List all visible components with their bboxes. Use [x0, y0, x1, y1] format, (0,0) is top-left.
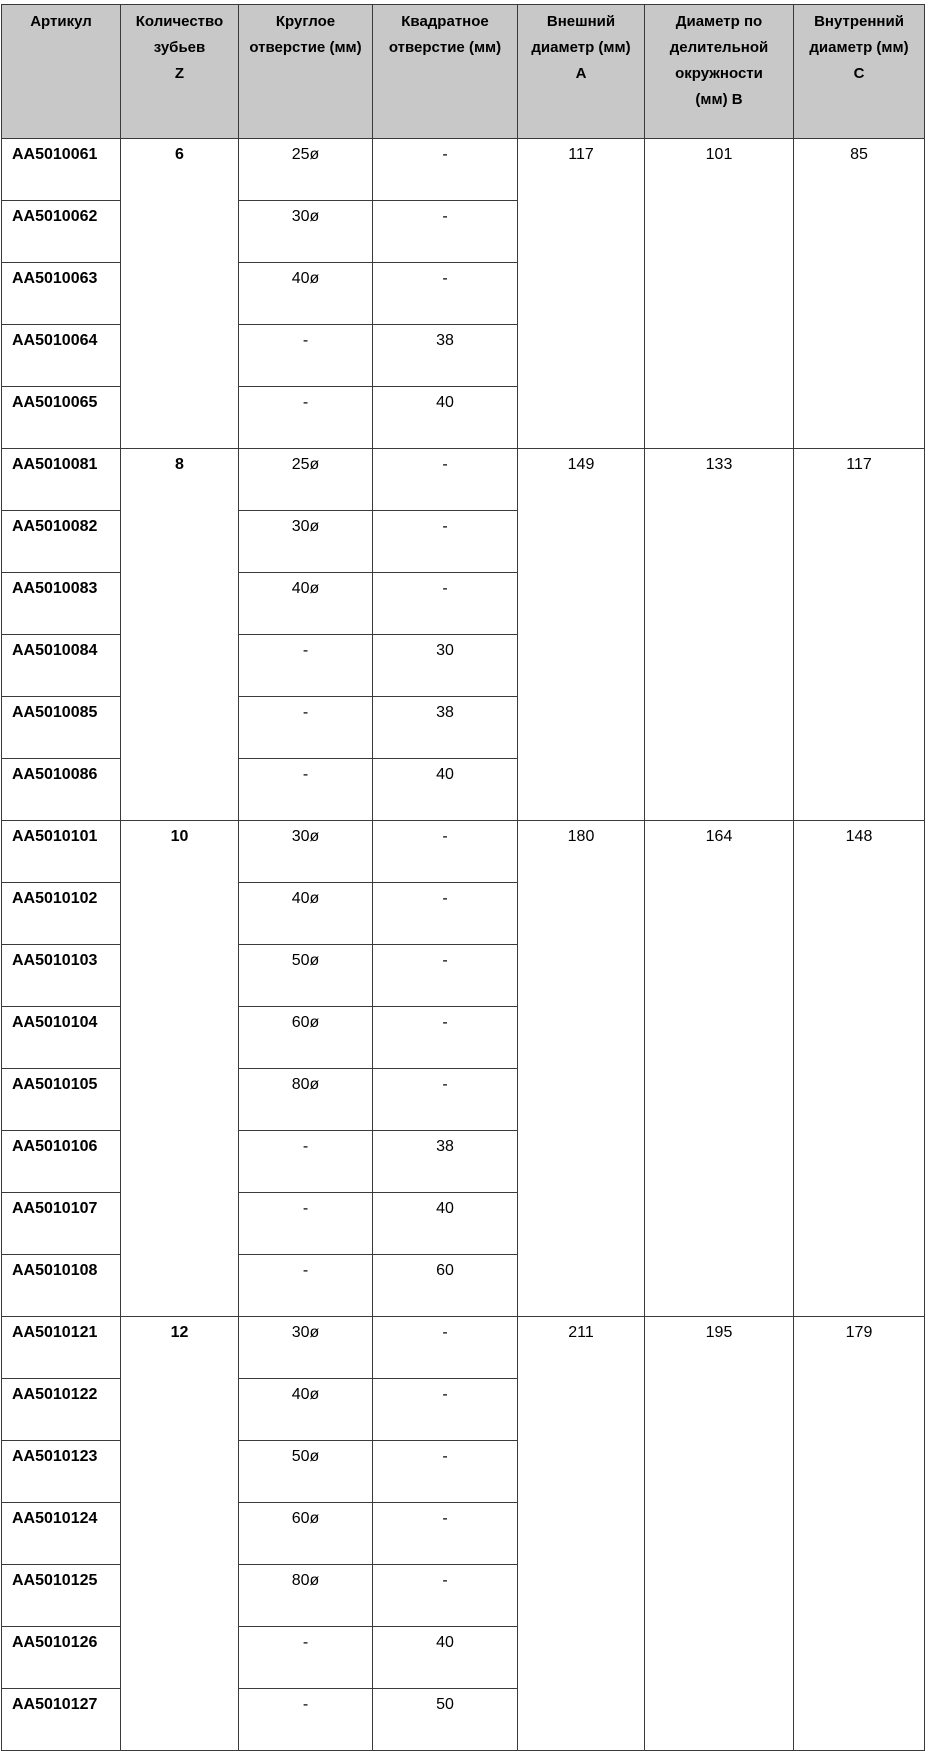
article-cell: AA5010121: [2, 1317, 121, 1379]
article-cell: AA5010101: [2, 821, 121, 883]
article-cell: AA5010105: [2, 1069, 121, 1131]
teeth-count-cell: 8: [121, 449, 239, 821]
round-bore-cell: 50ø: [239, 945, 373, 1007]
round-bore-cell: -: [239, 1627, 373, 1689]
sprocket-spec-table: [1, 4, 925, 1751]
square-bore-cell: 40: [373, 759, 518, 821]
article-cell: AA5010124: [2, 1503, 121, 1565]
round-bore-cell: -: [239, 325, 373, 387]
article-cell: AA5010063: [2, 263, 121, 325]
square-bore-cell: -: [373, 201, 518, 263]
outer-diameter-cell: 149: [518, 449, 645, 821]
header-inner-diameter: [794, 5, 925, 139]
header-line: диаметр (мм): [531, 39, 631, 56]
article-cell: AA5010064: [2, 325, 121, 387]
square-bore-cell: 50: [373, 1689, 518, 1751]
round-bore-cell: 50ø: [239, 1441, 373, 1503]
round-bore-cell: -: [239, 697, 373, 759]
header-line: отверстие (мм): [388, 39, 502, 56]
article-cell: AA5010123: [2, 1441, 121, 1503]
round-bore-cell: 30ø: [239, 1317, 373, 1379]
header-line: (мм) B: [695, 91, 743, 108]
header-line: Диаметр по: [675, 13, 763, 30]
article-cell: AA5010086: [2, 759, 121, 821]
table-row: [2, 139, 925, 201]
table-header: [2, 5, 925, 139]
square-bore-cell: -: [373, 821, 518, 883]
square-bore-cell: -: [373, 573, 518, 635]
round-bore-cell: -: [239, 1689, 373, 1751]
header-row: [2, 5, 925, 139]
round-bore-cell: 25ø: [239, 449, 373, 511]
header-line: окружности: [675, 65, 763, 82]
inner-diameter-cell: 179: [794, 1317, 925, 1751]
square-bore-cell: -: [373, 511, 518, 573]
article-cell: AA5010106: [2, 1131, 121, 1193]
header-line: Квадратное: [401, 13, 489, 30]
article-cell: AA5010085: [2, 697, 121, 759]
square-bore-cell: -: [373, 263, 518, 325]
square-bore-cell: -: [373, 1565, 518, 1627]
header-square-bore: [373, 5, 518, 139]
table-row: [2, 449, 925, 511]
article-cell: AA5010125: [2, 1565, 121, 1627]
pitch-diameter-cell: 164: [645, 821, 794, 1317]
teeth-count-cell: 12: [121, 1317, 239, 1751]
square-bore-cell: -: [373, 1379, 518, 1441]
square-bore-cell: 40: [373, 1627, 518, 1689]
table-row: [2, 821, 925, 883]
round-bore-cell: 30ø: [239, 821, 373, 883]
table-body: [2, 139, 925, 1751]
header-line: Z: [174, 65, 185, 82]
round-bore-cell: 30ø: [239, 511, 373, 573]
outer-diameter-cell: 117: [518, 139, 645, 449]
header-outer-diameter: [518, 5, 645, 139]
header-line: отверстие (мм): [249, 39, 362, 56]
header-line: зубьев: [153, 39, 206, 56]
square-bore-cell: 38: [373, 325, 518, 387]
header-line: Количество: [135, 13, 224, 30]
round-bore-cell: -: [239, 1255, 373, 1317]
square-bore-cell: -: [373, 449, 518, 511]
round-bore-cell: -: [239, 1193, 373, 1255]
pitch-diameter-cell: 133: [645, 449, 794, 821]
square-bore-cell: -: [373, 945, 518, 1007]
article-cell: AA5010103: [2, 945, 121, 1007]
round-bore-cell: -: [239, 1131, 373, 1193]
inner-diameter-cell: 117: [794, 449, 925, 821]
square-bore-cell: 60: [373, 1255, 518, 1317]
article-cell: AA5010126: [2, 1627, 121, 1689]
header-article: [2, 5, 121, 139]
article-cell: AA5010084: [2, 635, 121, 697]
header-teeth-count: [121, 5, 239, 139]
header-line: C: [853, 65, 865, 82]
square-bore-cell: -: [373, 1007, 518, 1069]
teeth-count-cell: 10: [121, 821, 239, 1317]
square-bore-cell: -: [373, 1441, 518, 1503]
square-bore-cell: 38: [373, 1131, 518, 1193]
header-round-bore: [239, 5, 373, 139]
square-bore-cell: 38: [373, 697, 518, 759]
article-cell: AA5010062: [2, 201, 121, 263]
header-line: Артикул: [30, 13, 92, 30]
header-pitch-diameter: [645, 5, 794, 139]
article-cell: AA5010104: [2, 1007, 121, 1069]
article-cell: AA5010081: [2, 449, 121, 511]
inner-diameter-cell: 85: [794, 139, 925, 449]
article-cell: AA5010127: [2, 1689, 121, 1751]
square-bore-cell: -: [373, 883, 518, 945]
square-bore-cell: -: [373, 139, 518, 201]
outer-diameter-cell: 180: [518, 821, 645, 1317]
header-line: A: [575, 65, 587, 82]
article-cell: AA5010065: [2, 387, 121, 449]
header-line: делительной: [669, 39, 769, 56]
article-cell: AA5010061: [2, 139, 121, 201]
header-line: Круглое: [275, 13, 336, 30]
round-bore-cell: -: [239, 759, 373, 821]
article-cell: AA5010122: [2, 1379, 121, 1441]
header-line: Внешний: [546, 13, 616, 30]
outer-diameter-cell: 211: [518, 1317, 645, 1751]
round-bore-cell: 60ø: [239, 1503, 373, 1565]
round-bore-cell: 30ø: [239, 201, 373, 263]
square-bore-cell: 40: [373, 387, 518, 449]
round-bore-cell: 40ø: [239, 573, 373, 635]
round-bore-cell: 80ø: [239, 1069, 373, 1131]
teeth-count-cell: 6: [121, 139, 239, 449]
round-bore-cell: 80ø: [239, 1565, 373, 1627]
pitch-diameter-cell: 101: [645, 139, 794, 449]
round-bore-cell: 25ø: [239, 139, 373, 201]
square-bore-cell: 40: [373, 1193, 518, 1255]
header-line: диаметр (мм): [809, 39, 909, 56]
article-cell: AA5010083: [2, 573, 121, 635]
square-bore-cell: -: [373, 1317, 518, 1379]
round-bore-cell: -: [239, 387, 373, 449]
pitch-diameter-cell: 195: [645, 1317, 794, 1751]
square-bore-cell: 30: [373, 635, 518, 697]
article-cell: AA5010107: [2, 1193, 121, 1255]
round-bore-cell: 40ø: [239, 883, 373, 945]
square-bore-cell: -: [373, 1503, 518, 1565]
article-cell: AA5010108: [2, 1255, 121, 1317]
round-bore-cell: 40ø: [239, 1379, 373, 1441]
round-bore-cell: 60ø: [239, 1007, 373, 1069]
square-bore-cell: -: [373, 1069, 518, 1131]
header-line: Внутренний: [814, 13, 904, 30]
round-bore-cell: -: [239, 635, 373, 697]
round-bore-cell: 40ø: [239, 263, 373, 325]
article-cell: AA5010082: [2, 511, 121, 573]
table-row: [2, 1317, 925, 1379]
inner-diameter-cell: 148: [794, 821, 925, 1317]
article-cell: AA5010102: [2, 883, 121, 945]
